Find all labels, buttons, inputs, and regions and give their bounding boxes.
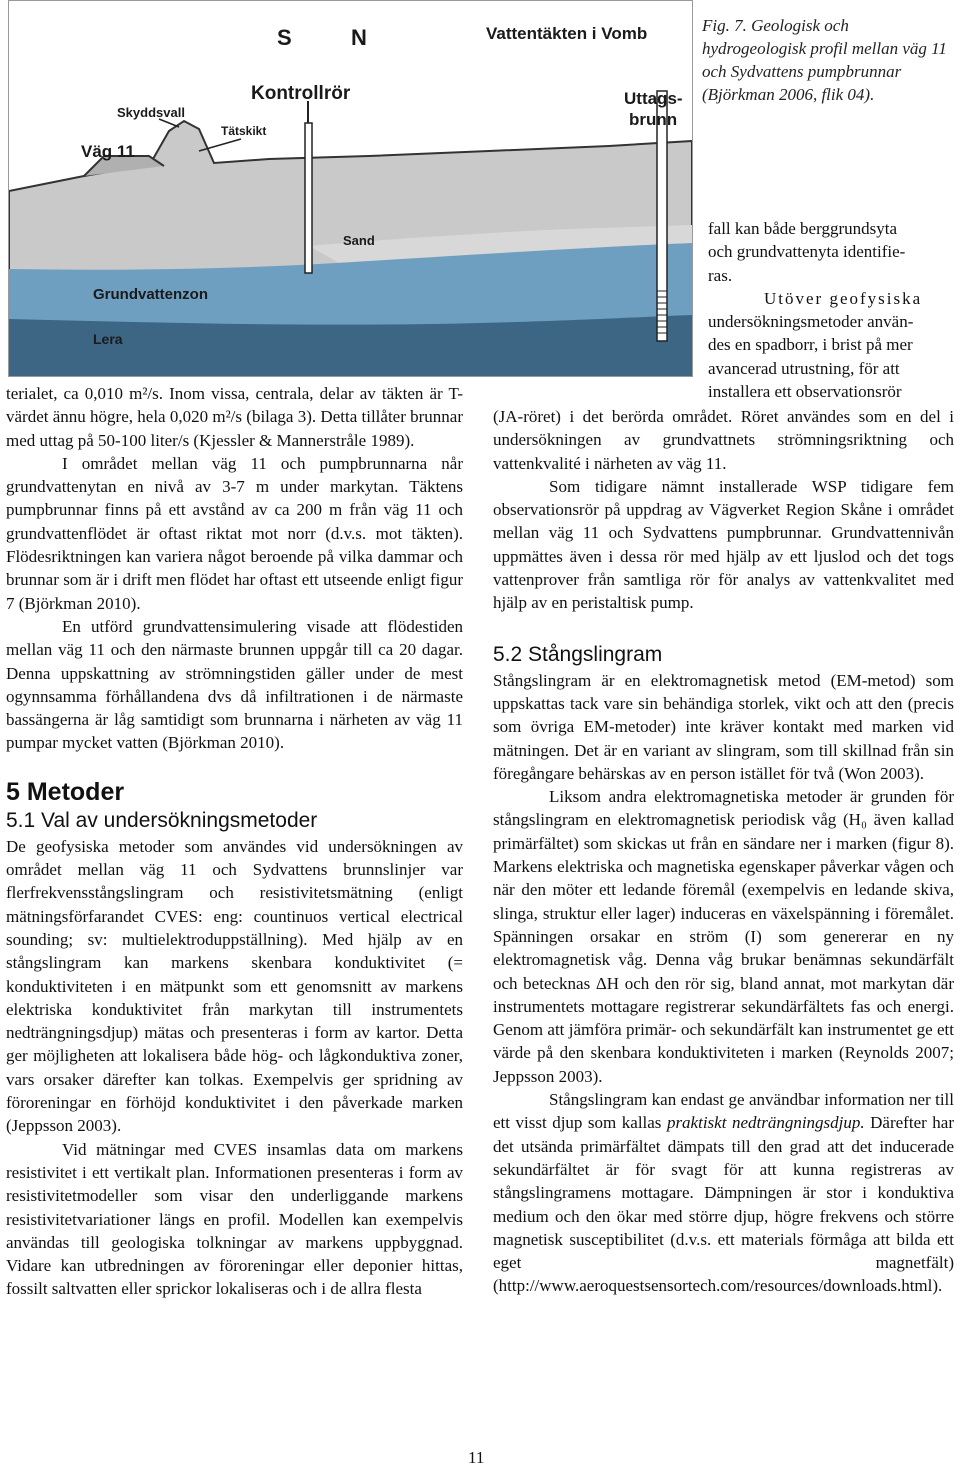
geological-profile-figure <box>8 0 693 377</box>
text-line: fall kan både berggrundsyta <box>708 219 897 238</box>
text-line: des en spadborr, i brist på mer <box>708 335 913 355</box>
subsection-heading: 5.1 Val av undersökningsmetoder <box>6 808 318 832</box>
text-line: undersökningsmetoder använ- <box>708 312 914 332</box>
skyddsvall-pointer <box>159 119 179 127</box>
paragraph: Vid mätningar med CVES insamlas data om markens resistivitet i ett vertikalt plan. Informationen presenteras i form av resistivitetmodeller som visar den underliggande markens resistivitetvariationer längs en profil. Modellen kan exempelvis användas till geologiska tolkningar av markens uppbyggnad. Vidare kan utbredningen av föroreningar eller deponier hittas, fossilt saltvatten eller sprickor lokaliseras och i de allra flesta <box>6 1139 463 1299</box>
label-skyddsvall: Skyddsvall <box>117 105 185 120</box>
text-run: Stångslingram kan endast ge användbar information ner till ett visst djup som kallas <box>493 1090 954 1133</box>
figure-title: Vattentäkten i Vomb <box>486 24 648 43</box>
paragraph: (JA-röret) i det berörda området. Röret användes som en del i undersökningen av grundvattnets strömningsriktning och vattenkvalité i närheten av väg 11. <box>493 407 954 473</box>
text-line: avancerad utrustning, för att <box>708 358 900 378</box>
paragraph: Stångslingram är en elektromagnetisk metod (EM-metod) som uppskattas tack vare sin behändiga storlek, vikt och att den (precis som övriga EM-metoder) inte kräver kontakt med marken vid mätningen. Det är en variant av slingram, som till skillnad från sin föregångare behärskas av en person istället för två (Won 2003). <box>493 670 954 783</box>
paragraph: Som tidigare nämnt installerade WSP tidigare fem observationsrör på uppdrag av Vägverket Region Skåne i området mellan väg 11 och Sydvattens pumpbrunnar. Grundvattennivån uppmättes även i dessa rör med hjälp av ett ljuslod och det togs vattenprover från samtliga rör för analys av vattenkvalitet med hjälp av en peristaltisk pump. <box>493 476 954 613</box>
label-kontrollror: Kontrollrör <box>251 83 351 104</box>
label-tatskikt: Tätskikt <box>221 124 267 138</box>
text-line: och grundvattenyta identifie- <box>708 242 906 262</box>
label-s: S <box>277 25 292 50</box>
emphasis-term: praktiskt nedträngningsdjup. <box>666 1113 865 1133</box>
text-line: Utöver geofysiska <box>764 288 923 308</box>
left-column <box>6 382 463 1301</box>
paragraph: Liksom andra elektromagnetiska metoder är grunden för stångslingram en elektromagnetisk periodisk våg (H₀ även kallad primärfältet) som skickas ut från en sändare ner i marken (figur 8). Markens elektriska och magnetiska egenskaper påverkar vågen och när den möter ett ledande föremål (exempelvis en ledande skiva, slinga, struktur eller lager) induceras en växelspänning i föremålet. Spänningen orsakar en ström (I) som genererar en ny elektromagnetisk våg. Denna våg brukar benämnas sekundärfält och betecknas ΔH och den rör sig, bland annat, mot markytan där instrumentets mottagare registrerar sekundärfältets fas och energi. Genom att jämföra primär- och sekundärfält kan instrumentet ge ett värde på den skenbara konduktiviteten i marken (Reynolds 2007; Jeppsson 2003). <box>493 787 954 1086</box>
text-line: ras. <box>708 265 733 285</box>
subsection-heading: 5.2 Stångslingram <box>493 642 663 666</box>
label-lera: Lera <box>93 331 123 347</box>
paragraph: De geofysiska metoder som användes vid undersökningen av området mellan väg 11 och Sydvattens brunnslinjer var flerfrekvensstångslingram och resistivitetsmätning (enligt mätningsförfarandet CVES: eng: countinuos vertical electrical sounding; sv: multielektroduppställning). Med hjälp av en stångslingram kan markens skenbara konduktivitet (= konduktiviteten i en mätpunkt som ett genomsnitt av markens elektriska konduktivitet från markytan till instrumentets nedträngningsdjup) mätas och presenteras i form av kartor. Detta ger möjligheten att lokalisera både hög- och lågkonduktiva zoner, vars orsaker därefter kan tolkas. Exempelvis ger spridning av föroreningar en förhöjd konduktivitet i den påverkade marken (Jeppsson 2003). <box>6 836 463 1136</box>
right-top-text <box>708 217 956 403</box>
paragraph <box>493 1088 954 1298</box>
section-heading: 5 Metoder <box>6 777 125 806</box>
label-sand: Sand <box>343 233 375 248</box>
paragraph: terialet, ca 0,010 m²/s. Inom vissa, centrala, delar av täkten är T-värdet ännu högre, hela 0,020 m²/s (bilaga 3). Detta tillåter brunnar med uttag på 50-100 liter/s (Kjessler & Mannerstråle 1989). <box>6 384 463 450</box>
page-number: 11 <box>468 1448 485 1467</box>
figure-caption: Fig. 7. Geologisk och hydrogeologisk profil mellan väg 11 och Sydvattens pumpbrunnar (Björkman 2006, flik 04). <box>702 16 947 104</box>
label-uttagsbrunn-1: Uttags- <box>624 89 683 108</box>
right-column <box>493 405 954 1298</box>
control-tube <box>305 123 312 273</box>
label-uttagsbrunn-2: brunn <box>629 110 678 129</box>
text-line: installera ett observationsrör <box>708 382 902 402</box>
profile-drawing <box>9 1 692 376</box>
paragraph: I området mellan väg 11 och pumpbrunnarna når grundvattenytan en nivå av 3-7 m under markytan. Täktens pumpbrunnar finns på ett avstånd av ca 200 m från väg 11 och grundvattenflödet är oftast riktat mot norr (d.v.s. mot täkten). Flödesriktningen kan variera något beroende på vilka dammar och brunnar som är i drift men flödet har oftast ett utseende enligt figur 7 (Björkman 2010). <box>6 453 463 613</box>
label-n: N <box>351 25 367 50</box>
label-vag11: Väg 11 <box>81 142 135 161</box>
paragraph: En utförd grundvattensimulering visade att flödestiden mellan väg 11 och den närmaste brunnen uppgår till ca 20 dagar. Denna uppskattning av strömningstiden gäller under de mest ogynnsamma förhållandena dvs då infiltrationen i de närmaste bassängerna är låg samtidigt som brunnarna i närheten av väg 11 pumpar mycket vatten (Björkman 2010). <box>6 616 463 753</box>
text-run: Därefter har det utsända primärfältet dämpats till den grad att det inducerade sekundärfältet är för svagt för att kunna registreras av stångslingramens mottagare. Dämpningen är stor i konduktiva medium och den ökar med större djup, högre frekvens och större magnetisk susceptibilitet (d.v.s. ett materials förmåga att bilda ett eget magnetfält) (http://www.aeroquestsensortech.com/resources/downloads.html). <box>493 1113 954 1296</box>
label-grundvattenzon: Grundvattenzon <box>93 286 208 303</box>
